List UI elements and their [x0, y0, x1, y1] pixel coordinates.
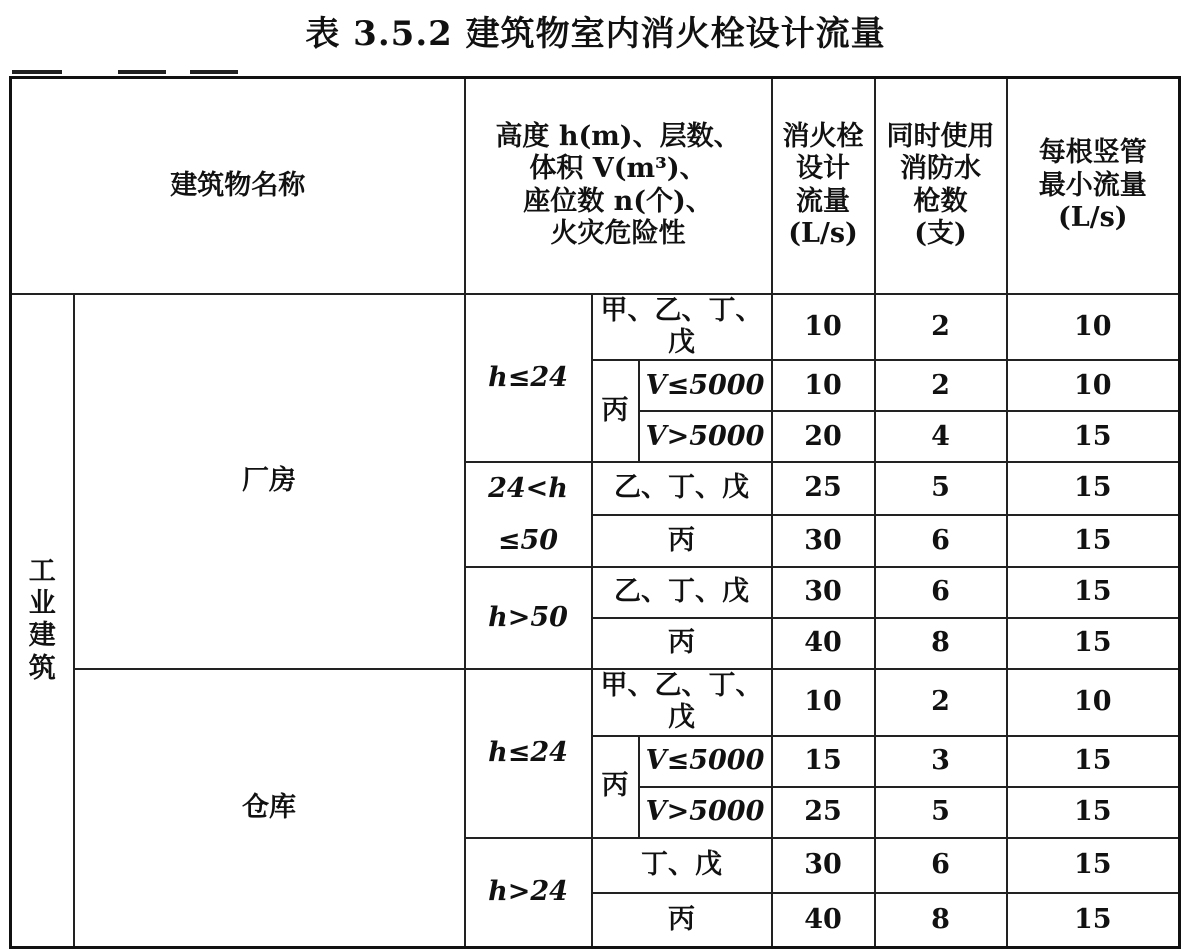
guns-cell: 6: [875, 567, 1007, 618]
flow-cell: 30: [772, 515, 875, 567]
guns-cell: 4: [875, 411, 1007, 462]
guns-cell: 6: [875, 838, 1007, 893]
table-title: 表 3.5.2 建筑物室内消火栓设计流量: [305, 14, 886, 54]
hazard-cell: 丙: [592, 736, 639, 838]
cond-warehouse-h1: h≤24: [465, 669, 592, 838]
guns-cell: 5: [875, 787, 1007, 838]
pipe-cell: 15: [1007, 411, 1180, 462]
volume-cell: V≤5000: [639, 360, 772, 411]
header-pipe-min-flow: 每根竖管 最小流量 (L/s): [1007, 78, 1180, 294]
guns-cell: 6: [875, 515, 1007, 567]
pipe-cell: 10: [1007, 294, 1180, 361]
flow-table: [9, 76, 1181, 949]
flow-cell: 10: [772, 669, 875, 736]
pipe-cell: 15: [1007, 787, 1180, 838]
category-cell: 工业建筑: [11, 294, 74, 948]
hazard-cell: 丙: [592, 360, 639, 462]
hazard-cell: 丙: [592, 618, 772, 669]
header-hose-count: 同时使用 消防水 枪数 (支): [875, 78, 1007, 294]
flow-cell: 15: [772, 736, 875, 787]
flow-cell: 20: [772, 411, 875, 462]
pipe-cell: 15: [1007, 618, 1180, 669]
pipe-cell: 15: [1007, 736, 1180, 787]
flow-cell: 30: [772, 567, 875, 618]
cond-factory-h3: h>50: [465, 567, 592, 669]
header-row: [11, 78, 1180, 294]
guns-cell: 2: [875, 294, 1007, 361]
guns-cell: 8: [875, 618, 1007, 669]
flow-cell: 25: [772, 787, 875, 838]
table-row: [11, 669, 1180, 736]
cond-warehouse-h2: h>24: [465, 838, 592, 948]
flow-cell: 10: [772, 360, 875, 411]
group-factory: 厂房: [74, 294, 465, 669]
hazard-cell: 丙: [592, 893, 772, 948]
hazard-cell: 乙、丁、戊: [592, 462, 772, 514]
scan-mark: [118, 70, 166, 74]
volume-cell: V≤5000: [639, 736, 772, 787]
hazard-cell: 甲、乙、丁、戊: [592, 669, 772, 736]
pipe-cell: 15: [1007, 567, 1180, 618]
table-row: [11, 294, 1180, 361]
guns-cell: 3: [875, 736, 1007, 787]
pipe-cell: 15: [1007, 893, 1180, 948]
volume-cell: V>5000: [639, 411, 772, 462]
header-building-name: 建筑物名称: [11, 78, 465, 294]
guns-cell: 2: [875, 360, 1007, 411]
guns-cell: 8: [875, 893, 1007, 948]
header-design-flow: 消火栓 设计 流量 (L/s): [772, 78, 875, 294]
pipe-cell: 15: [1007, 838, 1180, 893]
group-warehouse: 仓库: [74, 669, 465, 948]
scan-mark: [190, 70, 238, 74]
guns-cell: 5: [875, 462, 1007, 514]
guns-cell: 2: [875, 669, 1007, 736]
hazard-cell: 丙: [592, 515, 772, 567]
hazard-cell: 丁、戊: [592, 838, 772, 893]
scan-mark: [12, 70, 62, 74]
hazard-cell: 甲、乙、丁、戊: [592, 294, 772, 361]
flow-cell: 40: [772, 893, 875, 948]
pipe-cell: 10: [1007, 360, 1180, 411]
flow-cell: 30: [772, 838, 875, 893]
hazard-cell: 乙、丁、戊: [592, 567, 772, 618]
flow-cell: 10: [772, 294, 875, 361]
cond-factory-h1: h≤24: [465, 294, 592, 463]
pipe-cell: 15: [1007, 462, 1180, 514]
flow-cell: 25: [772, 462, 875, 514]
pipe-cell: 10: [1007, 669, 1180, 736]
pipe-cell: 15: [1007, 515, 1180, 567]
flow-cell: 40: [772, 618, 875, 669]
cond-factory-h2: 24<h ≤50: [465, 462, 592, 567]
header-height-volume: 高度 h(m)、层数、 体积 V(m³)、 座位数 n(个)、 火灾危险性: [465, 78, 772, 294]
volume-cell: V>5000: [639, 787, 772, 838]
